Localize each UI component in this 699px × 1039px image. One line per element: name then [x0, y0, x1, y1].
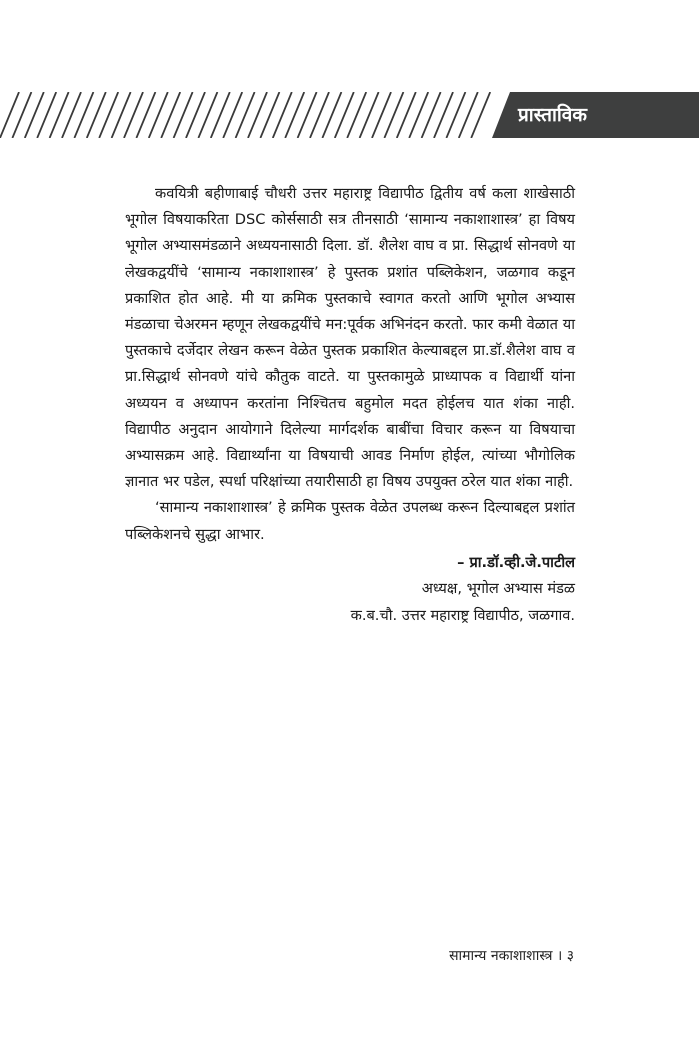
- footer-book-title: सामान्य नकाशाशास्त्र: [449, 948, 553, 964]
- signatory-name: – प्रा.डॉ.व्ही.जे.पाटील: [457, 553, 575, 571]
- preface-paragraph-1: कवयित्री बहीणाबाई चौधरी उत्तर महाराष्ट्र विद्यापीठ द्वितीय वर्ष कला शाखेसाठी भूगोल विषयाकरिता DSC कोर्ससाठी सत्र तीनसाठी ‘सामान्य नकाशाशास्त्र’ हा विषय भूगोल अभ्यासमंडळाने अध्ययनासाठी दिला. डॉ. शैलेश वाघ व प्रा. सिद्धार्थ सोनवणे या लेखकद्वयींचे ‘सामान्य नकाशाशास्त्र’ हे पुस्तक प्रशांत पब्लिकेशन, जळगाव कडून प्रकाशित होत आहे. मी या क्रमिक पुस्तकाचे स्वागत करतो आणि भूगोल अभ्यास मंडळाचा चेअरमन म्हणून लेखकद्वयींचे मन:पूर्वक अभिनंदन करतो. फार कमी वेळात या पुस्तकाचे दर्जेदार लेखन करून वेळेत पुस्तक प्रकाशित केल्याबद्दल प्रा.डॉ.शैलेश वाघ व प्रा.सिद्धार्थ सोनवणे यांचे कौतुक वाटते. या पुस्तकामुळे प्राध्यापक व विद्यार्थी यांना अध्ययन व अध्यापन करतांना निश्चितच बहुमोल मदत होईलच यात शंका नाही. विद्यापीठ अनुदान आयोगाने दिलेल्या मार्गदर्शक बाबींचा विचार करून या विषयाचा अभ्यासक्रम आहे. विद्यार्थ्यांना या विषयाची आवड निर्माण होईल, त्यांच्या भौगोलिक ज्ञानात भर पडेल, स्पर्धा परिक्षांच्या तयारीसाठी हा विषय उपयुक्त ठरेल यात शंका नाही.: [125, 185, 575, 491]
- signatory-designation: अध्यक्ष, भूगोल अभ्यास मंडळ: [421, 580, 575, 598]
- footer-separator: ।: [556, 948, 563, 964]
- preface-content: [125, 181, 575, 629]
- signature-block: [125, 550, 575, 630]
- stripe-decoration: [0, 92, 699, 138]
- page-number: ३: [566, 948, 574, 964]
- signatory-institution: क.ब.चौ. उत्तर महाराष्ट्र विद्यापीठ, जळगाव.: [350, 606, 575, 624]
- diagonal-stripes: [0, 92, 490, 138]
- preface-paragraph-2: ‘सामान्य नकाशाशास्त्र’ हे क्रमिक पुस्तक वेळेत उपलब्ध करून दिल्याबद्दल प्रशांत पब्लिकेशनचे सुद्धा आभार.: [125, 499, 575, 543]
- section-title: प्रास्ताविक: [518, 104, 587, 126]
- page-footer: [300, 946, 574, 965]
- header-band: [0, 92, 699, 138]
